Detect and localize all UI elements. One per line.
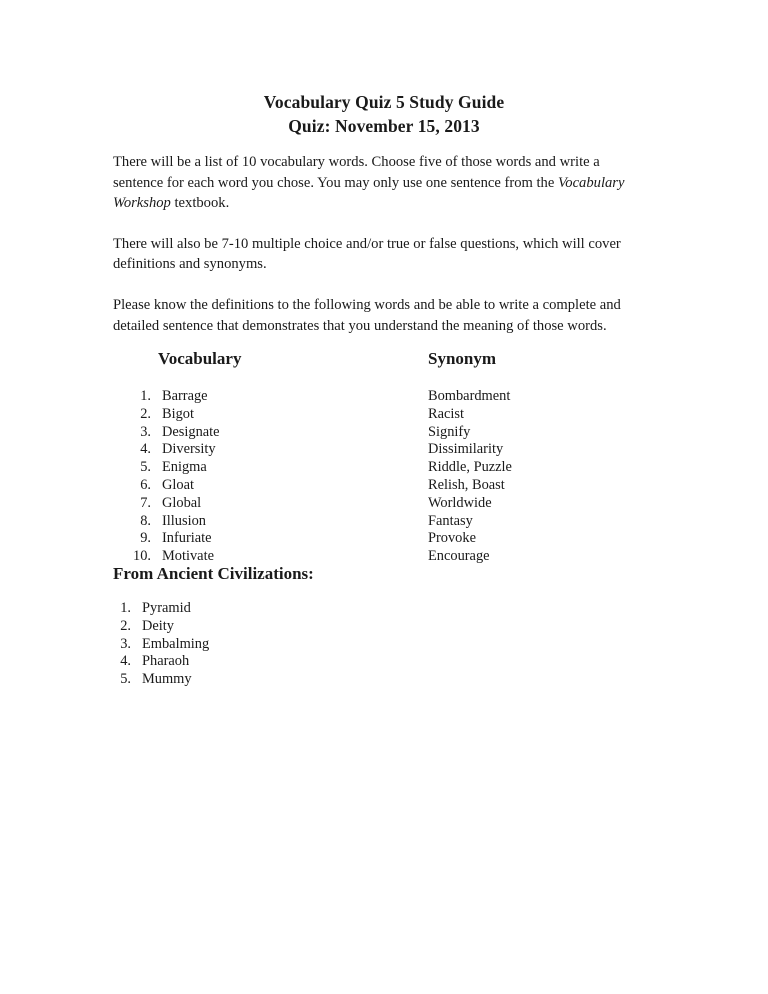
ancient-word: Pyramid bbox=[142, 600, 191, 616]
paragraph-1-run-3: textbook. bbox=[170, 195, 230, 212]
ancient-list-item bbox=[110, 618, 390, 636]
vocabulary-list-item bbox=[130, 513, 410, 531]
vocabulary-word: Designate bbox=[162, 423, 220, 440]
vocabulary-word: Infuriate bbox=[162, 530, 212, 547]
paragraph-2 bbox=[113, 234, 647, 275]
vocabulary-column-heading: Vocabulary bbox=[158, 349, 242, 368]
vocabulary-word: Bigot bbox=[162, 405, 194, 422]
vocabulary-word: Diversity bbox=[162, 441, 216, 458]
list-item-number: 4. bbox=[120, 653, 131, 670]
list-item-number: 1. bbox=[140, 388, 151, 404]
vocabulary-word: Global bbox=[162, 494, 202, 511]
synonym-list-item: Riddle, Puzzle bbox=[428, 459, 512, 476]
synonym-list-item: Encourage bbox=[428, 548, 490, 565]
ancient-list-item bbox=[110, 600, 390, 618]
vocabulary-list-item bbox=[130, 424, 410, 442]
list-item-number: 5. bbox=[120, 671, 131, 688]
paragraph-1-run-2: Vocabulary Workshop bbox=[113, 174, 625, 212]
paragraph-1 bbox=[113, 152, 647, 214]
list-item-number: 2. bbox=[120, 617, 131, 634]
ancient-civilizations-heading: From Ancient Civilizations: bbox=[113, 564, 314, 583]
list-item-number: 6. bbox=[140, 476, 151, 493]
synonym-column-heading: Synonym bbox=[428, 349, 497, 368]
ancient-list-item bbox=[110, 653, 390, 671]
list-item-number: 2. bbox=[140, 405, 151, 422]
list-item-number: 1. bbox=[120, 600, 131, 616]
paragraph-1-run-1: There will be a list of 10 vocabulary words. Choose five of those words and write a sentence for each word you chose. You may only use one sentence from the bbox=[113, 154, 600, 191]
ancient-civilizations-list bbox=[110, 600, 390, 689]
vocabulary-word: Gloat bbox=[162, 476, 194, 493]
synonym-list-item: Dissimilarity bbox=[428, 441, 504, 458]
paragraph-2-run-1: There will also be 7-10 multiple choice and/or true or false questions, which will cover definitions and synonyms. bbox=[113, 235, 621, 273]
vocabulary-list-item bbox=[130, 495, 410, 513]
ancient-list-item bbox=[110, 671, 390, 689]
list-item-number: 4. bbox=[140, 441, 151, 458]
list-item-number: 7. bbox=[140, 494, 151, 511]
vocabulary-word: Motivate bbox=[162, 548, 214, 565]
vocabulary-word: Illusion bbox=[162, 512, 206, 529]
list-item-number: 8. bbox=[140, 512, 151, 529]
ancient-word: Embalming bbox=[142, 635, 210, 652]
paragraph-3 bbox=[113, 295, 647, 336]
vocabulary-list-item bbox=[130, 530, 410, 548]
vocabulary-word: Barrage bbox=[162, 388, 208, 404]
vocabulary-list bbox=[130, 388, 410, 566]
synonym-list-item: Signify bbox=[428, 423, 471, 440]
ancient-word: Mummy bbox=[142, 671, 192, 688]
synonym-list-item: Worldwide bbox=[428, 494, 492, 511]
title-line-1: Vocabulary Quiz 5 Study Guide bbox=[263, 92, 505, 112]
synonym-list-item: Provoke bbox=[428, 530, 476, 547]
ancient-word: Deity bbox=[142, 617, 174, 634]
body-text bbox=[113, 152, 647, 356]
list-item-number: 10. bbox=[133, 548, 151, 565]
synonym-list-item: Racist bbox=[428, 405, 464, 422]
vocabulary-list-item bbox=[130, 459, 410, 477]
vocabulary-list-item bbox=[130, 477, 410, 495]
paragraph-3-run-1: Please know the definitions to the following words and be able to write a complete and detailed sentence that demonstrates that you understand the meaning of those words. bbox=[113, 296, 621, 334]
vocabulary-list-item bbox=[130, 441, 410, 459]
vocabulary-list-item bbox=[130, 388, 410, 406]
synonym-list-item: Bombardment bbox=[428, 388, 511, 404]
synonym-list-item: Relish, Boast bbox=[428, 476, 505, 493]
list-item-number: 9. bbox=[140, 530, 151, 547]
synonym-list-item: Fantasy bbox=[428, 512, 473, 529]
list-item-number: 5. bbox=[140, 459, 151, 476]
synonym-list bbox=[428, 388, 708, 566]
title-line-2: Quiz: November 15, 2013 bbox=[288, 116, 480, 136]
document-title-block bbox=[0, 90, 768, 138]
vocabulary-word: Enigma bbox=[162, 459, 207, 476]
list-item-number: 3. bbox=[140, 423, 151, 440]
list-item-number: 3. bbox=[120, 635, 131, 652]
ancient-word: Pharaoh bbox=[142, 653, 190, 670]
vocabulary-list-item bbox=[130, 406, 410, 424]
ancient-list-item bbox=[110, 636, 390, 654]
